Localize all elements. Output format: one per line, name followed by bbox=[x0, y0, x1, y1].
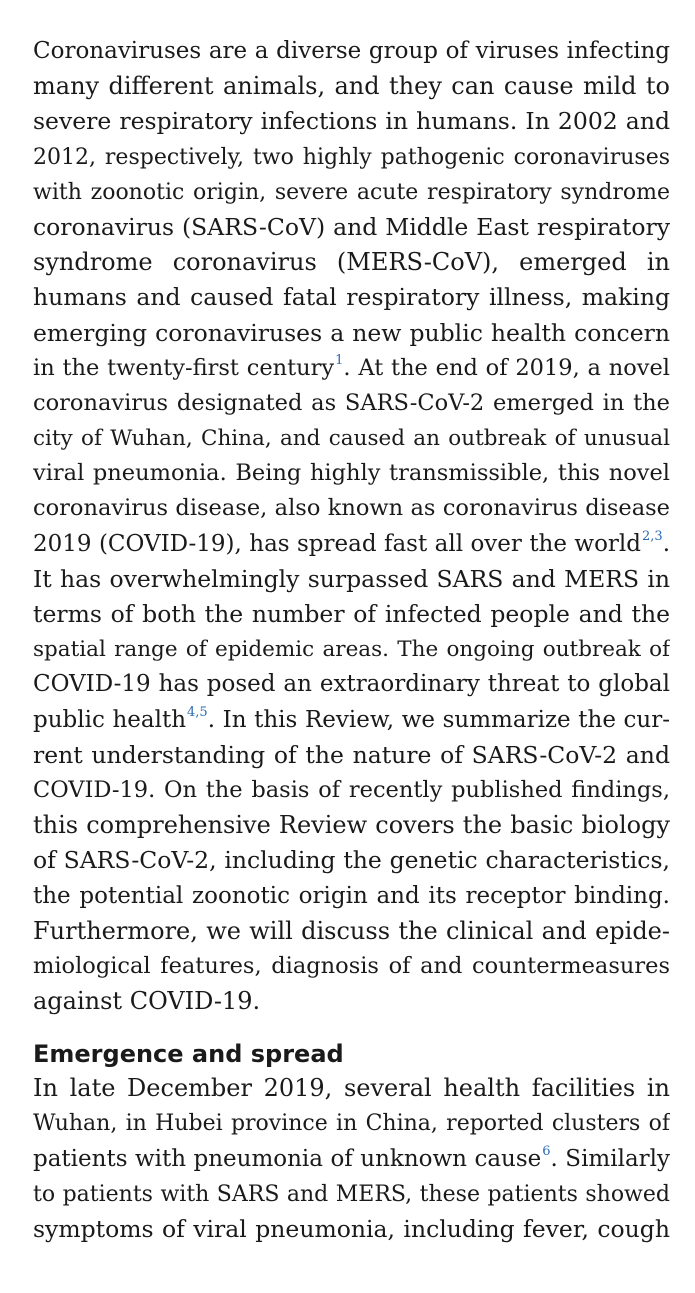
line-text: this comprehensive Review covers the basic biology bbox=[33, 811, 670, 840]
text-line bbox=[33, 456, 670, 491]
text-line bbox=[33, 351, 670, 386]
line-text: terms of both the number of infected people and the bbox=[33, 600, 670, 628]
line-text-continued: . In this Review, we summarize the cur- bbox=[207, 706, 670, 733]
text-line bbox=[33, 210, 670, 245]
text-line bbox=[33, 175, 670, 210]
text-line bbox=[33, 773, 670, 808]
line-text-continued: . At the end of 2019, a novel bbox=[343, 354, 670, 381]
text-line bbox=[33, 1212, 670, 1247]
text-line bbox=[33, 1177, 670, 1212]
line-text: with zoonotic origin, severe acute respiratory syndrome bbox=[33, 179, 670, 205]
citation-reference-link[interactable]: 2,3 bbox=[642, 528, 663, 544]
line-text: city of Wuhan, China, and caused an outbreak of unusual bbox=[33, 426, 670, 452]
line-text: Furthermore, we will discuss the clinical and epide- bbox=[33, 916, 670, 945]
line-text: coronavirus (SARS-CoV) and Middle East respiratory bbox=[33, 212, 670, 241]
line-text: against COVID-19. bbox=[33, 987, 261, 1016]
text-line bbox=[33, 808, 670, 843]
emergence-paragraph bbox=[33, 1071, 670, 1247]
line-text: 2019 (COVID-19), has spread fast all over the world bbox=[33, 530, 641, 557]
line-text: It has overwhelmingly surpassed SARS and MERS in bbox=[33, 564, 670, 593]
line-text: many different animals, and they can cause mild to bbox=[33, 72, 670, 101]
text-line bbox=[33, 1071, 670, 1106]
line-text: Wuhan, in Hubei province in China, reported clusters of bbox=[33, 1111, 670, 1137]
line-text-continued: . bbox=[662, 530, 670, 557]
line-text: In late December 2019, several health facilities in bbox=[33, 1074, 670, 1103]
text-line bbox=[33, 69, 670, 104]
line-text: of SARS-CoV-2, including the genetic characteristics, bbox=[33, 846, 670, 875]
text-line bbox=[33, 316, 670, 351]
line-text: Coronaviruses are a diverse group of viruses infecting bbox=[33, 38, 670, 64]
line-text: coronavirus disease, also known as coronavirus disease bbox=[33, 495, 670, 522]
line-text: in the twenty-first century bbox=[33, 354, 335, 381]
intro-paragraph bbox=[33, 34, 670, 1019]
line-text: viral pneumonia. Being highly transmissible, this novel bbox=[33, 460, 670, 487]
line-text: rent understanding of the nature of SARS-CoV-2 and bbox=[33, 740, 670, 769]
text-line bbox=[33, 843, 670, 878]
line-text: COVID-19 has posed an extraordinary threat to global bbox=[33, 671, 670, 698]
line-text: to patients with SARS and MERS, these patients showed bbox=[33, 1181, 670, 1207]
text-line bbox=[33, 104, 670, 139]
text-line bbox=[33, 527, 670, 562]
line-text: public health bbox=[33, 706, 187, 733]
text-line bbox=[33, 949, 670, 984]
text-line bbox=[33, 245, 670, 280]
text-line bbox=[33, 879, 670, 914]
line-text: symptoms of viral pneumonia, including fever, cough bbox=[33, 1215, 670, 1243]
text-line bbox=[33, 34, 670, 69]
text-line bbox=[33, 984, 670, 1019]
text-line bbox=[33, 491, 670, 526]
text-line bbox=[33, 280, 670, 315]
text-line bbox=[33, 140, 670, 175]
article-body bbox=[33, 34, 670, 1247]
line-text: miological features, diagnosis of and countermeasures bbox=[33, 952, 670, 979]
line-text: the potential zoonotic origin and its receptor binding. bbox=[33, 882, 670, 909]
text-line bbox=[33, 1106, 670, 1141]
line-text: severe respiratory infections in humans. In 2002 and bbox=[33, 107, 670, 136]
section-heading: Emergence and spread bbox=[33, 1040, 344, 1069]
citation-reference-link[interactable]: 4,5 bbox=[187, 704, 208, 720]
line-text: 2012, respectively, two highly pathogenic coronaviruses bbox=[33, 144, 670, 170]
text-line bbox=[33, 667, 670, 702]
line-text: emerging coronaviruses a new public health concern bbox=[33, 318, 670, 347]
text-line bbox=[33, 597, 670, 632]
text-line bbox=[33, 914, 670, 949]
text-line bbox=[33, 421, 670, 456]
citation-reference-link[interactable]: 6 bbox=[542, 1143, 551, 1159]
citation-reference-link[interactable]: 1 bbox=[335, 352, 344, 368]
line-text: syndrome coronavirus (MERS-CoV), emerged in bbox=[33, 248, 670, 277]
line-text: humans and caused fatal respiratory illness, making bbox=[33, 283, 670, 312]
line-text-continued: . Similarly bbox=[550, 1145, 670, 1172]
text-line bbox=[33, 386, 670, 421]
line-text: coronavirus designated as SARS-CoV-2 emerged in the bbox=[33, 389, 670, 416]
text-line bbox=[33, 703, 670, 738]
text-line bbox=[33, 1142, 670, 1177]
line-text: spatial range of epidemic areas. The ongoing outbreak of bbox=[33, 637, 670, 663]
text-line bbox=[33, 632, 670, 667]
line-text: COVID-19. On the basis of recently published findings, bbox=[33, 776, 670, 803]
text-line bbox=[33, 562, 670, 597]
text-line bbox=[33, 738, 670, 773]
line-text: patients with pneumonia of unknown cause bbox=[33, 1145, 542, 1172]
